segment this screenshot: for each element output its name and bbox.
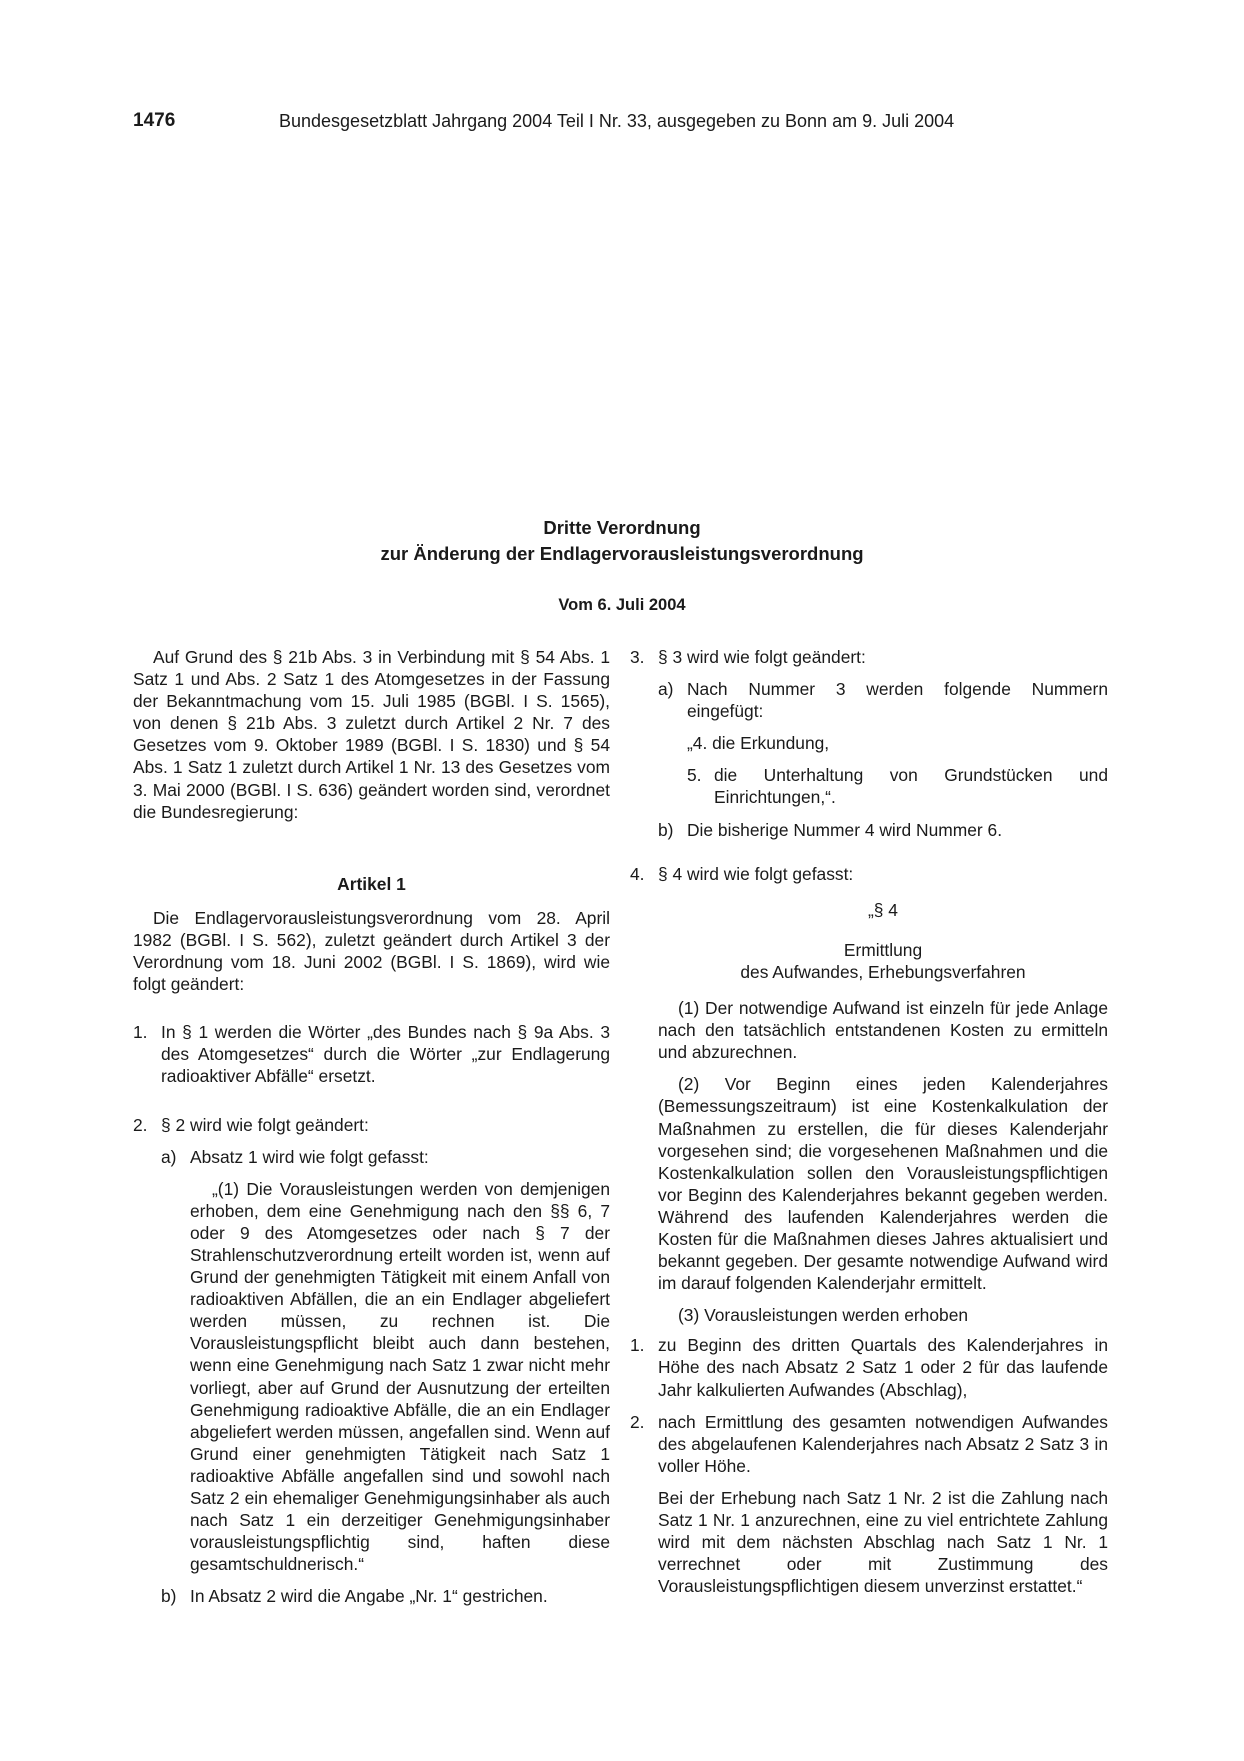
absatz-3-item-1-text: zu Beginn des dritten Quartals des Kalenderjahres in Höhe des nach Absatz 2 Satz 1 oder 2 für das laufende Jahr kalkulierten Aufwandes (Abschlag), bbox=[658, 1335, 1108, 1400]
item-3-text: § 3 wird wie folgt geändert: bbox=[658, 647, 866, 667]
absatz-2: (2) Vor Beginn eines jeden Kalenderjahres (Bemessungszeitraum) ist eine Kostenkalkulation der Maßnahmen zu erstellen, die für dieses Kalenderjahr vorgesehen sind; die vorgesehenen Maßnahmen und die Kostenkalkulation sollen den Vorausleistungspflichtigen vor Beginn des Kalenderjahres bekannt gegeben werden. Während des laufenden Kalenderjahres werden die Kosten für die Maßnahmen dieses Jahres aktualisiert und bekannt gegeben. Der gesamte notwendige Aufwand wird im darauf folgenden Kalenderjahr ermittelt. bbox=[658, 1074, 1108, 1294]
item-2-text: § 2 wird wie folgt geändert: bbox=[161, 1114, 369, 1135]
item-4-number: 4. bbox=[630, 863, 645, 884]
item-2 bbox=[133, 1114, 610, 1136]
item-3-number: 3. bbox=[630, 647, 645, 667]
item-2a-label: a) bbox=[161, 1146, 177, 1167]
paragraph-4-block bbox=[630, 899, 1108, 1327]
item-1-number: 1. bbox=[133, 1022, 148, 1043]
absatz-3-item-1-number: 1. bbox=[630, 1335, 645, 1356]
absatz-3-item-1 bbox=[630, 1334, 1108, 1400]
paragraph-sign: „§ 4 bbox=[868, 899, 898, 920]
item-3b bbox=[630, 819, 1108, 841]
absatz-1: (1) Der notwendige Aufwand ist einzeln für jede Anlage nach den tatsächlich entstandenen Kosten zu ermitteln und abzurechnen. bbox=[658, 998, 1108, 1063]
page-number: 1476 bbox=[133, 110, 176, 131]
left-column bbox=[133, 646, 610, 1607]
absatz-3-item-2-text: nach Ermittlung des gesamten notwendigen Aufwandes des abgelaufenen Kalenderjahres nach Absatz 2 Satz 3 in voller Höhe. bbox=[658, 1411, 1108, 1476]
inserted-number-4: „4. die Erkundung, bbox=[687, 733, 830, 754]
item-2-number: 2. bbox=[133, 1114, 148, 1135]
item-3b-label: b) bbox=[658, 819, 674, 840]
article-heading: Artikel 1 bbox=[337, 873, 406, 894]
absatz-3: (3) Vorausleistungen werden erhoben bbox=[678, 1305, 969, 1326]
item-3a-text: Nach Nummer 3 werden folgende Nummern eingefügt: bbox=[687, 679, 1108, 722]
item-2b bbox=[133, 1585, 610, 1607]
title-line-1: Dritte Verordnung bbox=[543, 517, 701, 538]
paragraph-title-1: Ermittlung bbox=[843, 939, 923, 960]
title-block bbox=[0, 515, 1244, 615]
closing-text: Bei der Erhebung nach Satz 1 Nr. 2 ist die Zahlung nach Satz 1 Nr. 1 anzurechnen, eine zu viel entrichtete Zahlung wird mit dem nächsten Abschlag nach Satz 1 Nr. 1 verrechnet oder mit Zustimmung des Vorausleistungspflichtigen diesem unverzinst erstattet.“ bbox=[658, 1487, 1108, 1597]
paragraph-title-2: des Aufwandes, Erhebungsverfahren bbox=[740, 961, 1026, 982]
item-1 bbox=[133, 1021, 610, 1087]
item-4 bbox=[630, 863, 1108, 885]
item-2b-label: b) bbox=[161, 1586, 177, 1607]
absatz-3-item-2 bbox=[630, 1411, 1108, 1477]
inserted-number-5 bbox=[630, 764, 1108, 808]
item-2a-quote: „(1) Die Vorausleistungen werden von demjenigen erhoben, dem eine Genehmigung nach den §§ 6, 7 oder 9 des Atomgesetzes oder nach § 7 der Strahlenschutzverordnung erteilt worden ist, wenn auf Grund der genehmigten Tätigkeit mit einem Anfall von radioaktiven Abfällen, die an ein Endlager abgeliefert werden müssen, zu rechnen ist. Die Vorausleistungspflicht bleibt auch dann bestehen, wenn eine Genehmigung nach Satz 1 zwar nicht mehr vorliegt, aber auf Grund der Ausnutzung der erteilten Genehmigung radioaktive Abfälle, die an ein Endlager abgeliefert werden müssen, angefallen sind. Wenn auf Grund einer genehmigten Tätigkeit nach Satz 1 radioaktive Abfälle angefallen sind und sowohl nach Satz 2 ein ehemaliger Genehmigungsinhaber als auch nach Satz 1 ein derzeitiger Genehmigungsinhaber vorausleistungspflichtig sind, haften diese gesamtschuldnerisch.“ bbox=[190, 1178, 610, 1575]
right-column bbox=[630, 646, 1108, 1597]
item-3a-label: a) bbox=[658, 679, 674, 700]
inserted-number-5-text: die Unterhaltung von Grundstücken und Einrichtungen,“. bbox=[714, 765, 1108, 808]
item-2a-text: Absatz 1 wird wie folgt gefasst: bbox=[190, 1146, 429, 1167]
article-intro: Die Endlagervorausleistungsverordnung vom 28. April 1982 (BGBl. I S. 562), zuletzt geändert durch Artikel 3 der Verordnung vom 18. Juni 2002 (BGBl. I S. 1869), wird wie folgt geändert: bbox=[133, 907, 610, 995]
absatz-3-item-2-number: 2. bbox=[630, 1411, 645, 1432]
preamble: Auf Grund des § 21b Abs. 3 in Verbindung mit § 54 Abs. 1 Satz 1 und Abs. 2 Satz 1 des Atomgesetzes in der Fassung der Bekanntmachung vom 15. Juli 1985 (BGBl. I S. 1565), von denen § 21b Abs. 3 zuletzt durch Artikel 2 Nr. 7 des Gesetzes vom 9. Oktober 1989 (BGBl. I S. 1830) und § 54 Abs. 1 Satz 1 zuletzt durch Artikel 1 Nr. 13 des Gesetzes vom 3. Mai 2000 (BGBl. I S. 636) geändert worden sind, verordnet die Bundesregierung: bbox=[133, 647, 610, 822]
item-2a bbox=[133, 1146, 610, 1168]
item-3 bbox=[630, 646, 1108, 668]
item-4-text: § 4 wird wie folgt gefasst: bbox=[658, 863, 854, 884]
title-line-2: zur Änderung der Endlagervorausleistungsverordnung bbox=[380, 543, 864, 564]
item-3b-text: Die bisherige Nummer 4 wird Nummer 6. bbox=[687, 819, 1003, 840]
date-line: Vom 6. Juli 2004 bbox=[558, 596, 686, 614]
item-1-text: In § 1 werden die Wörter „des Bundes nach § 9a Abs. 3 des Atomgesetzes“ durch die Wörter „zur Endlagerung radioaktiver Abfälle“ ersetzt. bbox=[161, 1022, 610, 1087]
running-header: Bundesgesetzblatt Jahrgang 2004 Teil I Nr. 33, ausgegeben zu Bonn am 9. Juli 2004 bbox=[279, 111, 955, 131]
item-2b-text: In Absatz 2 wird die Angabe „Nr. 1“ gestrichen. bbox=[190, 1586, 548, 1607]
item-3a bbox=[630, 678, 1108, 722]
inserted-number-5-label: 5. bbox=[687, 765, 702, 786]
